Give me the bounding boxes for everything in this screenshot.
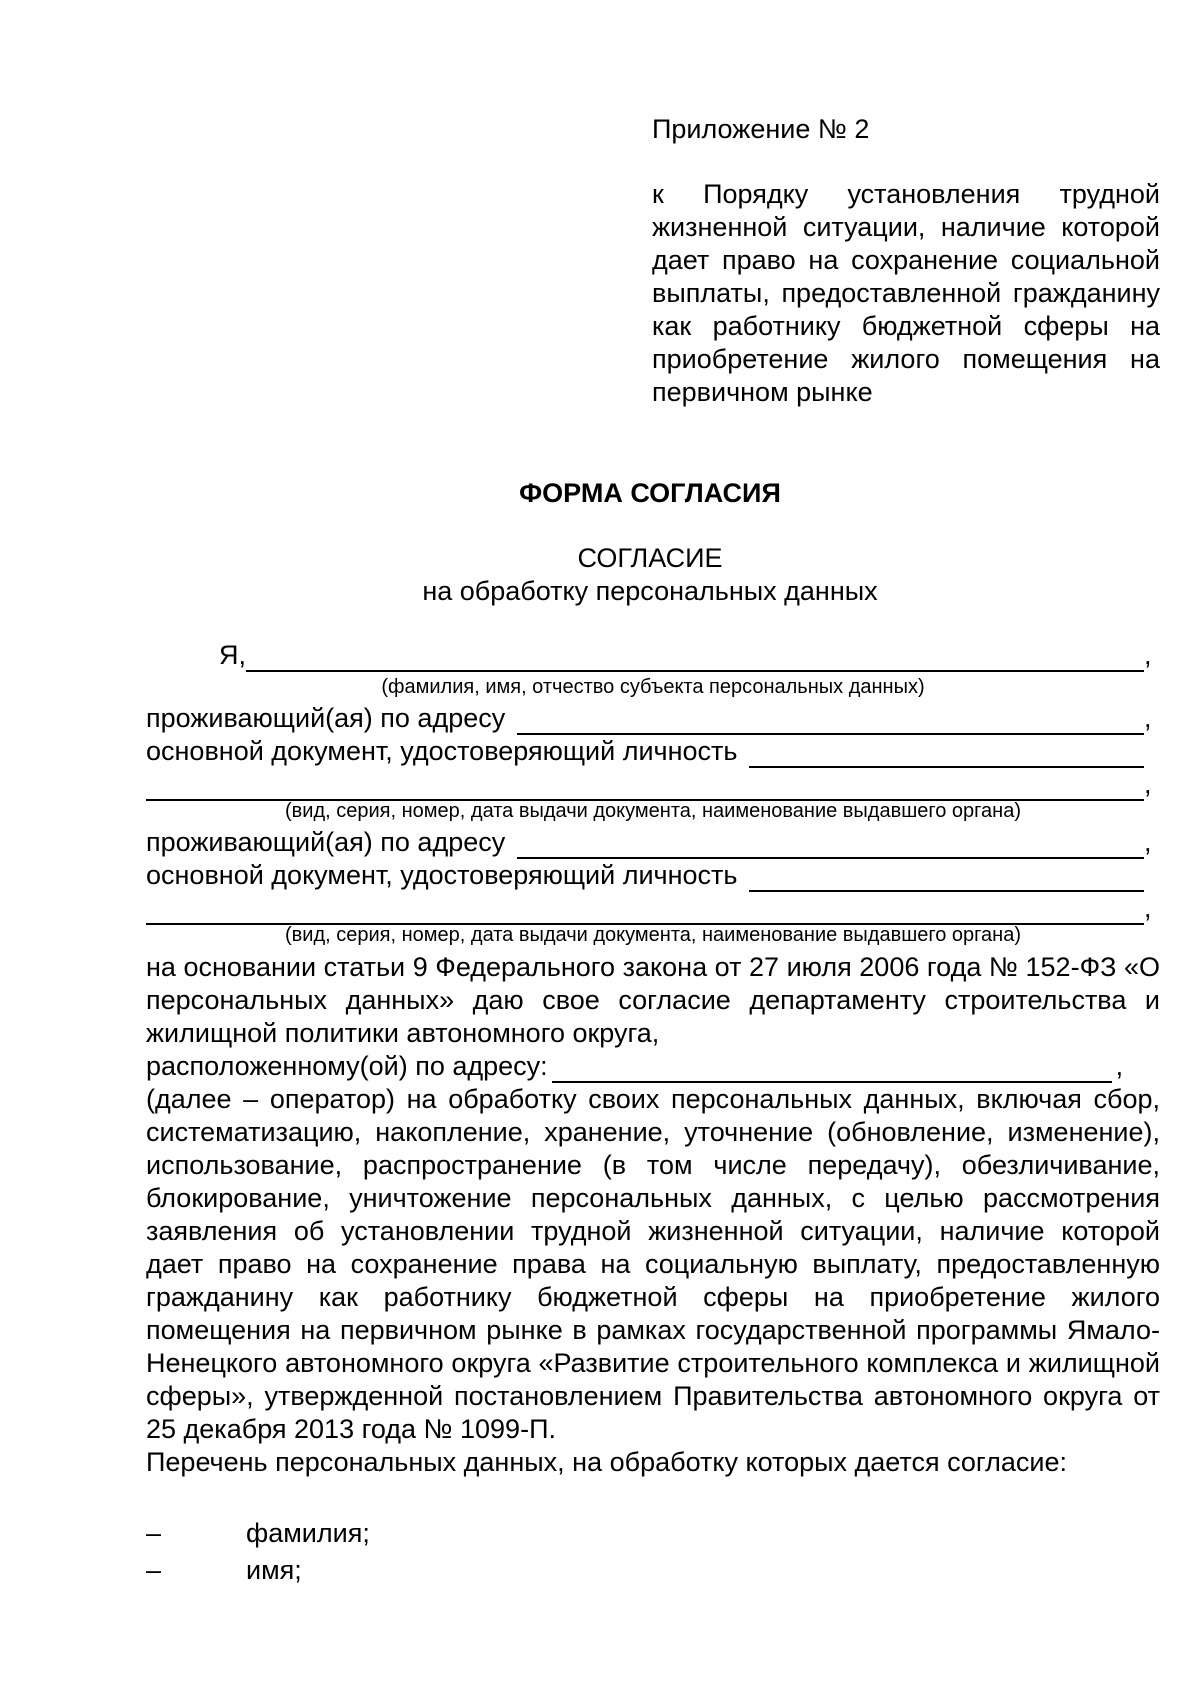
- address-comma-2: ,: [1144, 827, 1152, 857]
- list-dash: –: [146, 1555, 162, 1585]
- list-item-text: фамилия;: [246, 1518, 370, 1548]
- document-label-1: основной документ, удостоверяющий личность: [146, 736, 738, 766]
- annex-block: [652, 113, 1160, 409]
- document-field-line-2[interactable]: [749, 864, 1144, 892]
- document-field-line-1b[interactable]: [146, 773, 1144, 801]
- document-caption-2: (вид, серия, номер, дата выдачи документа, наименование выдавшего органа): [285, 924, 1021, 946]
- address-comma-1: ,: [1144, 703, 1152, 733]
- list-item: [146, 1552, 1160, 1589]
- list-dash: –: [146, 1518, 162, 1548]
- address-label-1: проживающий(ая) по адресу: [146, 703, 506, 733]
- form-title: ФОРМА СОГЛАСИЯ: [519, 478, 781, 508]
- document-caption-1: (вид, серия, номер, дата выдачи документа, наименование выдавшего органа): [285, 800, 1021, 822]
- document-row-2-cont: [146, 892, 1160, 925]
- operator-address-comma: ,: [1115, 1051, 1124, 1081]
- body-part-1: на основании статьи 9 Федерального закона от 27 июля 2006 года № 152-ФЗ «О персональных данных» даю свое согласие департаменту строительства и жилищной политики автономного округа,: [146, 952, 1160, 1048]
- list-item-text: имя;: [246, 1555, 302, 1585]
- document-comma-2: ,: [1144, 893, 1152, 923]
- name-row: [146, 639, 1160, 672]
- personal-data-list: [146, 1515, 1160, 1589]
- consent-title: СОГЛАСИЕ: [577, 543, 723, 573]
- document-row-2: [146, 859, 1160, 892]
- operator-address-line[interactable]: [552, 1055, 1112, 1083]
- name-label: Я,: [219, 640, 246, 670]
- operator-address-row: [146, 1050, 1160, 1083]
- address-row-1: [146, 702, 1160, 735]
- document-field-line-1[interactable]: [749, 740, 1144, 768]
- name-comma: ,: [1144, 640, 1152, 670]
- address-label-2: проживающий(ая) по адресу: [146, 827, 506, 857]
- consent-subtitle: на обработку персональных данных: [422, 576, 878, 606]
- body-part-2: (далее – оператор) на обработку своих персональных данных, включая сбор, систематизацию, накопление, хранение, уточнение (обновление, изменение), использование, распространение (в том числе передачу), обезличивание, блокирование, уничтожение персональных данных, с целью рассмотрения заявления об установлении трудной жизненной ситуации, наличие которой дает право на сохранение права на социальную выплату, предоставленную гражданину как работнику бюджетной сферы на приобретение жилого помещения на первичном рынке в рамках государственной программы Ямало-Ненецкого автономного округа «Развитие строительного комплекса и жилищной сферы», утвержденной постановлением Правительства автономного округа от 25 декабря 2013 года № 1099-П.: [146, 1084, 1160, 1444]
- annex-number: Приложение № 2: [652, 114, 870, 144]
- document-label-2: основной документ, удостоверяющий личность: [146, 860, 738, 890]
- annex-reference: к Порядку установления трудной жизненной ситуации, наличие которой дает право на сохранение социальной выплаты, предоставленной гражданину как работнику бюджетной сферы на приобретение жилого помещения на первичном рынке: [652, 179, 1160, 407]
- consent-body: [146, 951, 1160, 1479]
- list-intro: Перечень персональных данных, на обработку которых дается согласие:: [146, 1447, 1068, 1477]
- document-row-1-cont: [146, 768, 1160, 801]
- document-field-line-2b[interactable]: [146, 897, 1144, 925]
- operator-address-label: расположенному(ой) по адресу:: [146, 1051, 548, 1081]
- address-field-line-2[interactable]: [517, 831, 1144, 859]
- document-comma-1: ,: [1144, 769, 1152, 799]
- address-row-2: [146, 826, 1160, 859]
- document-row-1: [146, 735, 1160, 768]
- address-field-line-1[interactable]: [517, 707, 1144, 735]
- list-item: [146, 1515, 1160, 1552]
- name-caption: (фамилия, имя, отчество субъекта персональных данных): [381, 676, 925, 698]
- name-field-line[interactable]: [246, 644, 1144, 672]
